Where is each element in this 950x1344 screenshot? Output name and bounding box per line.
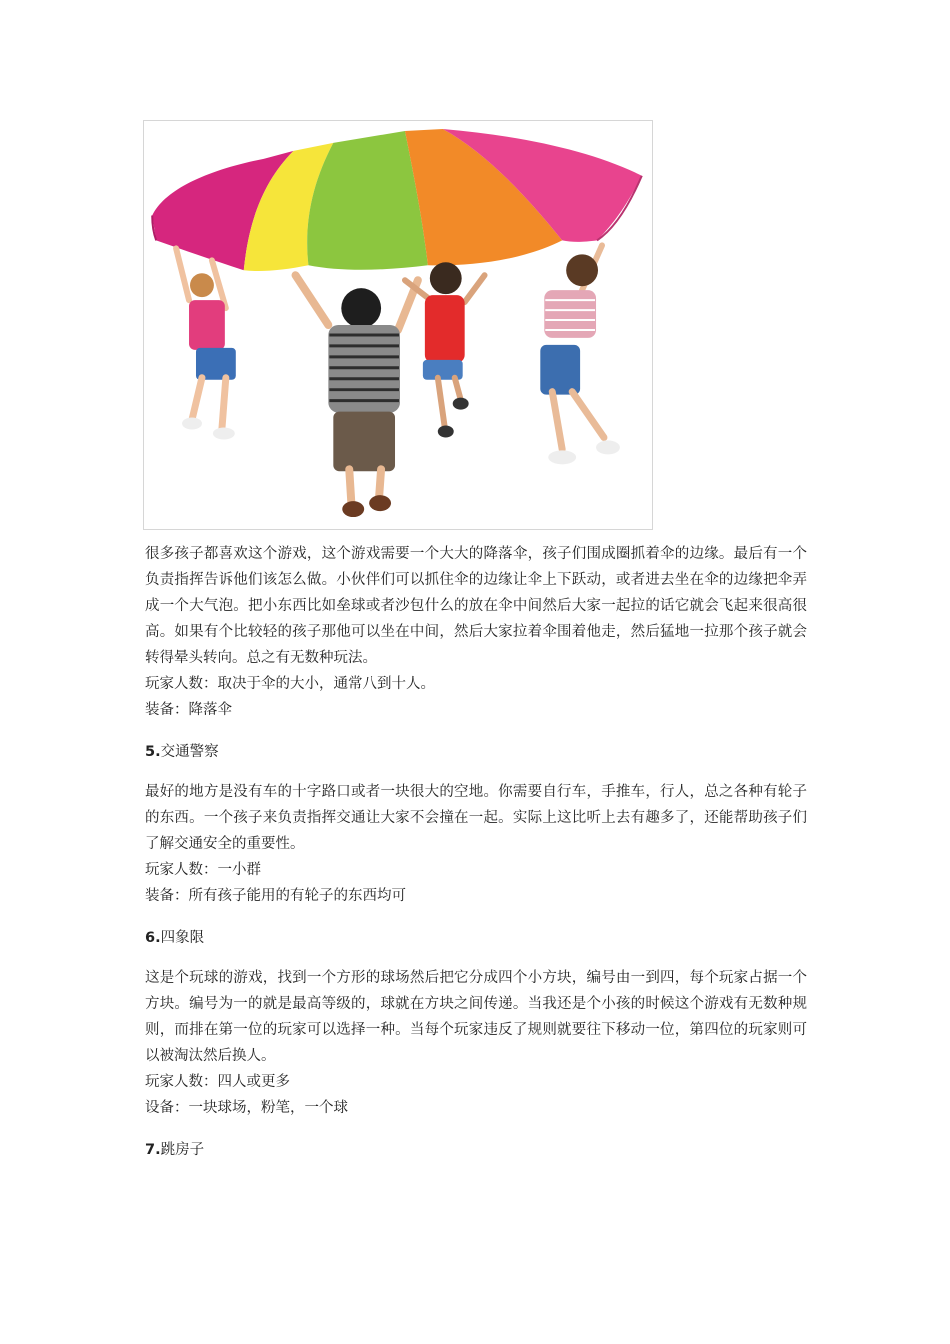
section-number: 5. [145,744,161,760]
child-center [296,275,418,517]
parachute-description: 很多孩子都喜欢这个游戏，这个游戏需要一个大大的降落伞，孩子们围成圈抓着伞的边缘。最后有一个负责指挥告诉他们该怎么做。小伙伴们可以抓住伞的边缘让伞上下跃动，或者进去坐在伞的边缘把伞弄成一个大气泡。把小东西比如垒球或者沙包什么的放在伞中间然后大家一起拉的话它就会飞起来很高很高。如果有个比较轻的孩子那他可以坐在中间，然后大家拉着伞围着他走，然后猛地一拉那个孩子就会转得晕头转向。总之有无数种玩法。 [145,546,807,666]
child-red-top [405,262,485,437]
section-title-text: 跳房子 [160,1142,205,1158]
section-title-traffic-police [145,739,807,765]
parachute-players: 玩家人数：取决于伞的大小，通常八到十人。 [145,676,435,692]
traffic-police-equipment: 装备：所有孩子能用的有轮子的东西均可 [145,888,406,904]
four-square-players: 玩家人数：四人或更多 [145,1074,290,1090]
section-title-text: 四象限 [160,930,205,946]
section-number: 7. [145,1142,161,1158]
four-square-description: 这是个玩球的游戏，找到一个方形的球场然后把它分成四个小方块，编号由一到四，每个玩家占据一个方块。编号为一的就是最高等级的，球就在方块之间传递。当我还是个小孩的时候这个游戏有无数种规则，而排在第一位的玩家可以选择一种。当每个玩家违反了规则就要往下移动一位，第四位的玩家则可以被淘汰然后换人。 [145,970,807,1064]
section-title-four-square [145,925,807,951]
section-number: 6. [145,930,161,946]
four-square-equipment: 设备：一块球场，粉笔，一个球 [145,1100,348,1116]
section-title-text: 交通警察 [160,744,219,760]
parachute-equipment: 装备：降落伞 [145,702,232,718]
child-right [540,245,620,464]
article-body [145,541,807,1177]
section-title-hopscotch [145,1137,807,1163]
parachute-illustration [144,121,652,529]
parachute-game-photo [143,120,653,530]
child-left [176,248,236,439]
parachute-canopy [152,129,642,271]
traffic-police-description: 最好的地方是没有车的十字路口或者一块很大的空地。你需要自行车，手推车，行人，总之各种有轮子的东西。一个孩子来负责指挥交通让大家不会撞在一起。实际上这比听上去有趣多了，还能帮助孩子们了解交通安全的重要性。 [145,784,807,852]
traffic-police-players: 玩家人数：一小群 [145,862,261,878]
